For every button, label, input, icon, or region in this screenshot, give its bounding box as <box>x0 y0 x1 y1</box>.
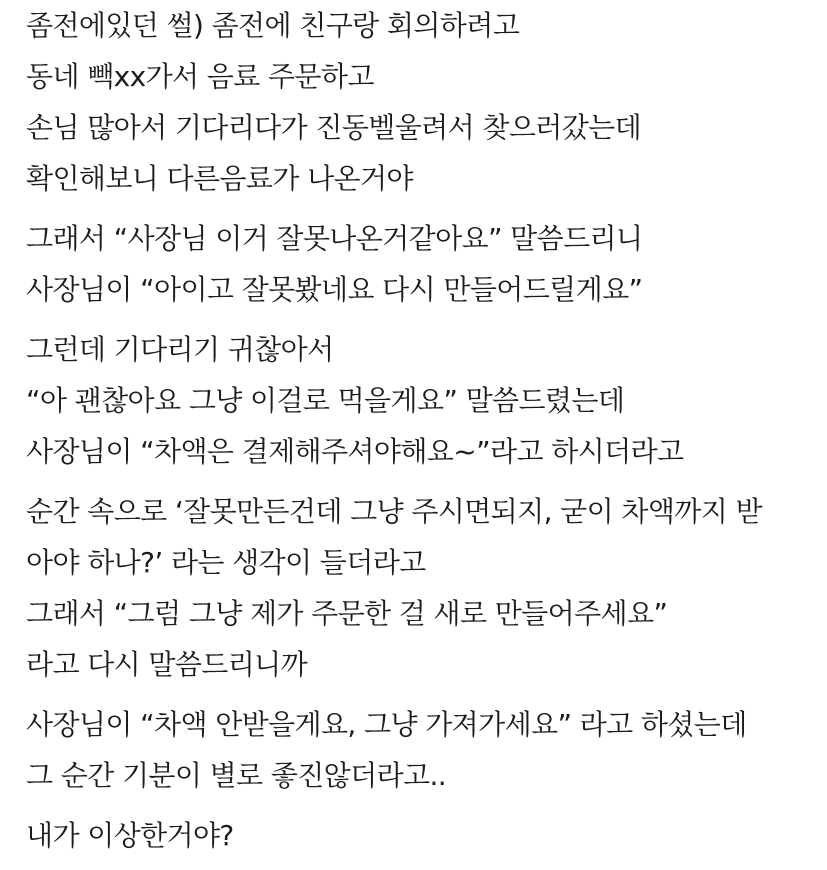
text-line: 사장님이 “아이고 잘못봤네요 다시 만들어드릴게요” <box>26 273 643 306</box>
text-line: 순간 속으로 ‘잘못만든건데 그냥 주시면되지, 굳이 차액까지 받 <box>26 495 762 528</box>
text-line: 그래서 “그럼 그냥 제가 주문한 걸 새로 만들어주세요” <box>26 597 668 630</box>
text-line: 사장님이 “차액 안받을게요, 그냥 가져가세요” 라고 하셨는데 <box>26 708 747 741</box>
paragraph-3 <box>26 324 816 477</box>
text-line: 동네 빽xx가서 음료 주문하고 <box>26 60 374 93</box>
paragraph-5 <box>26 699 816 801</box>
text-line: 좀전에있던 썰) 좀전에 친구랑 회의하려고 <box>26 9 520 42</box>
paragraph-1 <box>26 0 816 204</box>
text-line: 라고 다시 말씀드리니까 <box>26 648 308 681</box>
text-line: 아야 하나?’ 라는 생각이 들더라고 <box>26 546 426 579</box>
text-line: 사장님이 “차액은 결제해주셔야해요~”라고 하시더라고 <box>26 435 684 468</box>
text-line: 그 순간 기분이 별로 좋진않더라고.. <box>26 759 447 792</box>
text-line: 확인해보니 다른음료가 나온거야 <box>26 162 413 195</box>
text-line: 손님 많아서 기다리다가 진동벨울려서 찾으러갔는데 <box>26 111 642 144</box>
text-line: “아 괜찮아요 그냥 이걸로 먹을게요” 말씀드렸는데 <box>26 384 625 417</box>
paragraph-4 <box>26 486 816 690</box>
text-line: 그런데 기다리기 귀찮아서 <box>26 333 334 366</box>
paragraph-6 <box>26 810 816 861</box>
text-line: 그래서 “사장님 이거 잘못나온거같아요” 말씀드리니 <box>26 222 643 255</box>
text-line: 내가 이상한거야? <box>26 819 234 852</box>
post-body <box>26 0 816 870</box>
paragraph-2 <box>26 213 816 315</box>
